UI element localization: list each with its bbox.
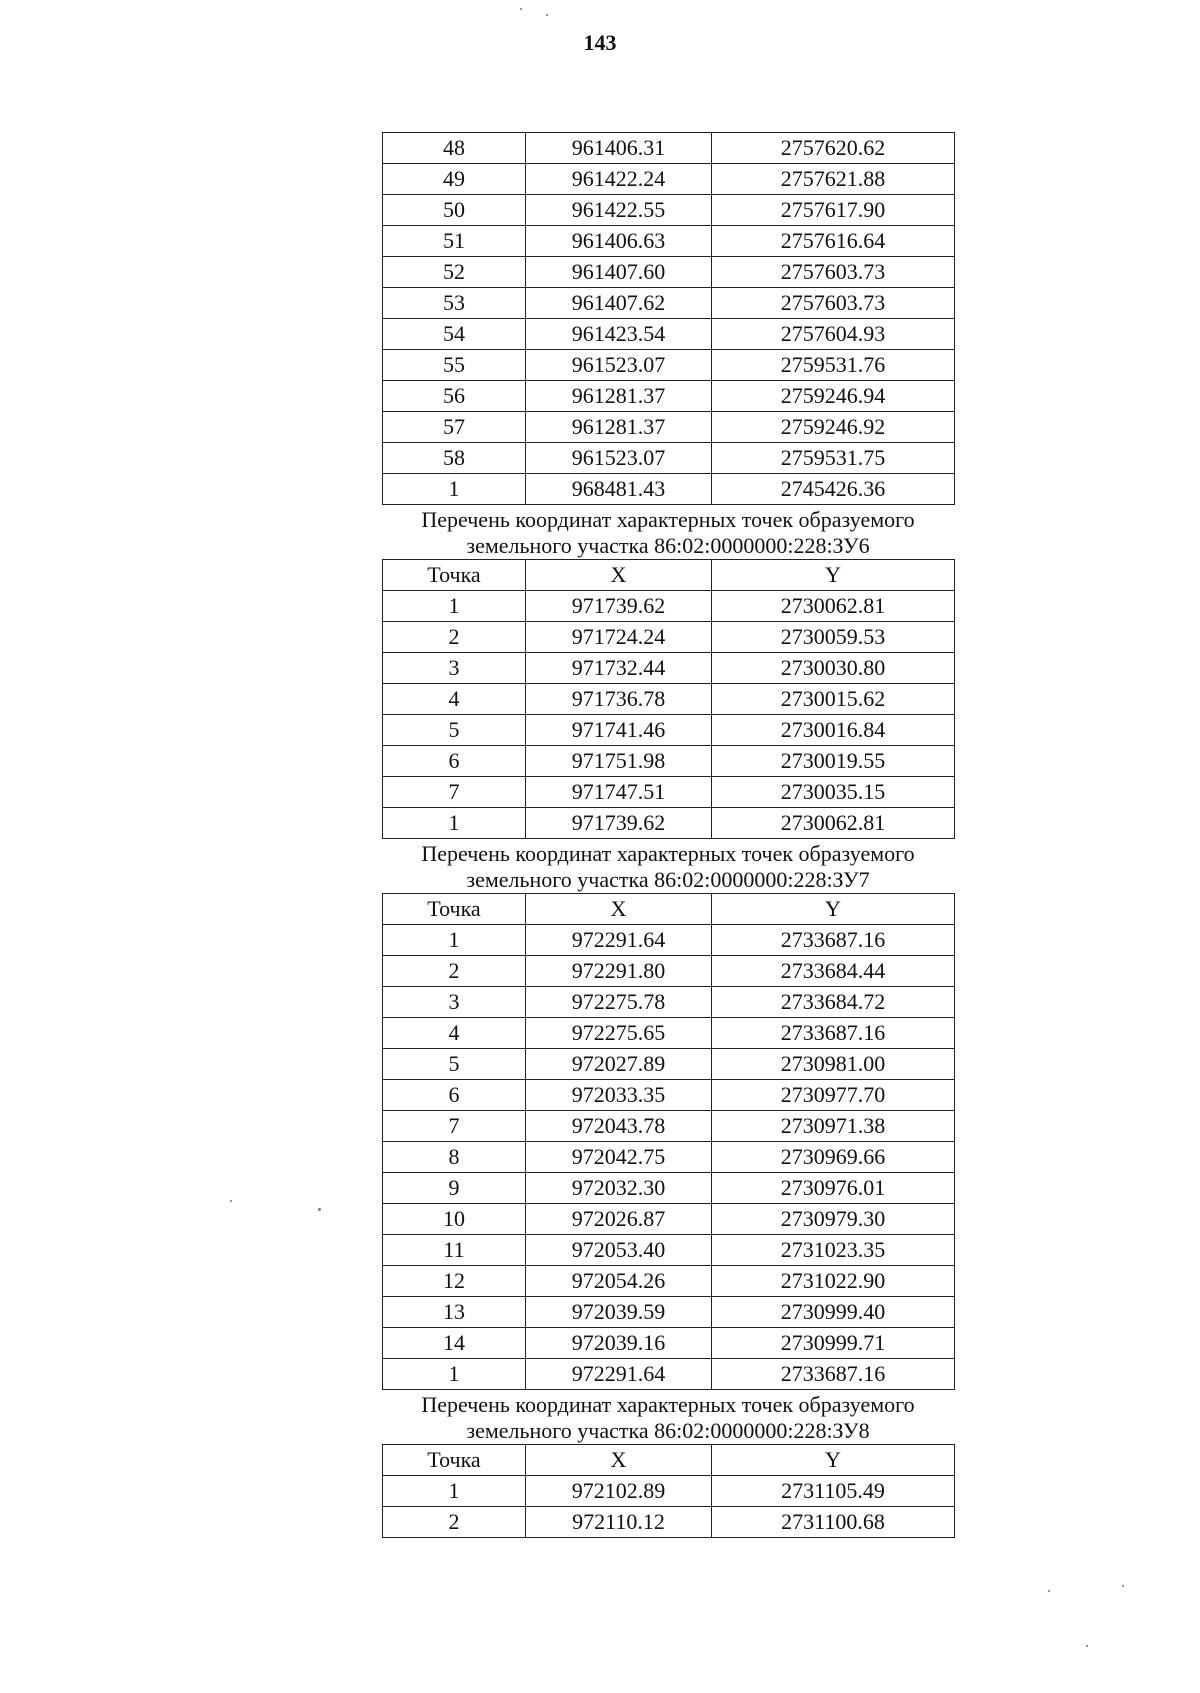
table-cell: 2733687.16 <box>712 925 955 956</box>
coordinates-table <box>382 132 955 505</box>
table-cell: 7 <box>383 777 526 808</box>
table-cell: 2757603.73 <box>712 257 955 288</box>
scan-speck <box>318 1208 321 1211</box>
table-cell: 968481.43 <box>526 474 712 505</box>
table-row <box>383 1080 955 1111</box>
table-cell: 961407.62 <box>526 288 712 319</box>
table-cell: 2759246.92 <box>712 412 955 443</box>
table-cell: 961281.37 <box>526 381 712 412</box>
table-caption <box>382 841 954 893</box>
table-cell: 52 <box>383 257 526 288</box>
table-row <box>383 987 955 1018</box>
table-cell: 56 <box>383 381 526 412</box>
scan-speck <box>230 1200 232 1202</box>
table-cell: 971751.98 <box>526 746 712 777</box>
table-cell: 2731022.90 <box>712 1266 955 1297</box>
table-cell: 2757616.64 <box>712 226 955 257</box>
table-cell: 58 <box>383 443 526 474</box>
table-cell: 971724.24 <box>526 622 712 653</box>
table-cell: 972027.89 <box>526 1049 712 1080</box>
table-cell: 972039.16 <box>526 1328 712 1359</box>
table-row <box>383 164 955 195</box>
table-cell: 2730035.15 <box>712 777 955 808</box>
table-row <box>383 1049 955 1080</box>
scan-speck <box>546 14 548 16</box>
table-cell: 11 <box>383 1235 526 1266</box>
table-row <box>383 319 955 350</box>
table-cell: 51 <box>383 226 526 257</box>
table-row <box>383 925 955 956</box>
table-cell: 972053.40 <box>526 1235 712 1266</box>
table-cell: 2730979.30 <box>712 1204 955 1235</box>
table-cell: 1 <box>383 474 526 505</box>
table-cell: 1 <box>383 925 526 956</box>
table-cell: 7 <box>383 1111 526 1142</box>
table-cell: 2730977.70 <box>712 1080 955 1111</box>
table-cell: 2730019.55 <box>712 746 955 777</box>
table-cell: 972102.89 <box>526 1476 712 1507</box>
table-header-row <box>383 1445 955 1476</box>
table-cell: 3 <box>383 653 526 684</box>
table-cell: 5 <box>383 1049 526 1080</box>
table-row <box>383 474 955 505</box>
table-cell: 972042.75 <box>526 1142 712 1173</box>
table-row <box>383 591 955 622</box>
table-cell: 2730981.00 <box>712 1049 955 1080</box>
table-row <box>383 956 955 987</box>
table-cell: 961523.07 <box>526 443 712 474</box>
table-row <box>383 1173 955 1204</box>
column-header: Точка <box>383 560 526 591</box>
table-cell: 961407.60 <box>526 257 712 288</box>
table-cell: 971732.44 <box>526 653 712 684</box>
table-row <box>383 226 955 257</box>
table-header-row <box>383 894 955 925</box>
table-cell: 971736.78 <box>526 684 712 715</box>
table-row <box>383 443 955 474</box>
table-cell: 2759246.94 <box>712 381 955 412</box>
table-cell: 6 <box>383 746 526 777</box>
caption-line: земельного участка 86:02:0000000:228:ЗУ8 <box>466 1418 870 1443</box>
table-cell: 2730062.81 <box>712 591 955 622</box>
table-cell: 8 <box>383 1142 526 1173</box>
table-cell: 961422.55 <box>526 195 712 226</box>
table-cell: 2730016.84 <box>712 715 955 746</box>
table-cell: 4 <box>383 684 526 715</box>
table-cell: 14 <box>383 1328 526 1359</box>
caption-line: земельного участка 86:02:0000000:228:ЗУ6 <box>466 533 870 558</box>
table-cell: 971741.46 <box>526 715 712 746</box>
table-cell: 55 <box>383 350 526 381</box>
table-row <box>383 1142 955 1173</box>
table-cell: 50 <box>383 195 526 226</box>
table-cell: 10 <box>383 1204 526 1235</box>
table-cell: 2 <box>383 622 526 653</box>
caption-line: Перечень координат характерных точек образуемого <box>421 841 915 866</box>
column-header: Y <box>712 560 955 591</box>
table-row <box>383 350 955 381</box>
table-cell: 961523.07 <box>526 350 712 381</box>
table-cell: 2 <box>383 1507 526 1538</box>
table-cell: 2730999.71 <box>712 1328 955 1359</box>
document-body <box>382 132 954 1538</box>
table-cell: 972110.12 <box>526 1507 712 1538</box>
scan-speck <box>520 8 522 10</box>
table-row <box>383 1111 955 1142</box>
table-cell: 1 <box>383 591 526 622</box>
table-cell: 2745426.36 <box>712 474 955 505</box>
table-cell: 2730999.40 <box>712 1297 955 1328</box>
table-cell: 2730062.81 <box>712 808 955 839</box>
table-header-row <box>383 560 955 591</box>
table-cell: 1 <box>383 808 526 839</box>
table-cell: 5 <box>383 715 526 746</box>
table-row <box>383 1204 955 1235</box>
column-header: Y <box>712 1445 955 1476</box>
table-cell: 2757621.88 <box>712 164 955 195</box>
table-cell: 972033.35 <box>526 1080 712 1111</box>
table-row <box>383 381 955 412</box>
table-row <box>383 1507 955 1538</box>
table-cell: 2733684.44 <box>712 956 955 987</box>
table-cell: 2 <box>383 956 526 987</box>
table-cell: 1 <box>383 1359 526 1390</box>
table-cell: 961406.31 <box>526 133 712 164</box>
table-cell: 972275.78 <box>526 987 712 1018</box>
table-cell: 972291.64 <box>526 1359 712 1390</box>
column-header: X <box>526 1445 712 1476</box>
table-cell: 971747.51 <box>526 777 712 808</box>
table-cell: 2759531.75 <box>712 443 955 474</box>
table-cell: 6 <box>383 1080 526 1111</box>
coordinates-table <box>382 893 955 1390</box>
table-row <box>383 288 955 319</box>
table-cell: 53 <box>383 288 526 319</box>
table-cell: 54 <box>383 319 526 350</box>
table-cell: 2730030.80 <box>712 653 955 684</box>
table-row <box>383 195 955 226</box>
table-row <box>383 257 955 288</box>
table-cell: 2730971.38 <box>712 1111 955 1142</box>
column-header: X <box>526 560 712 591</box>
table-cell: 961281.37 <box>526 412 712 443</box>
table-cell: 961406.63 <box>526 226 712 257</box>
table-cell: 961422.24 <box>526 164 712 195</box>
table-cell: 4 <box>383 1018 526 1049</box>
table-cell: 961423.54 <box>526 319 712 350</box>
table-row <box>383 808 955 839</box>
table-cell: 2731105.49 <box>712 1476 955 1507</box>
table-cell: 2757604.93 <box>712 319 955 350</box>
table-cell: 972275.65 <box>526 1018 712 1049</box>
scan-speck <box>1086 1645 1088 1647</box>
table-cell: 2757603.73 <box>712 288 955 319</box>
table-cell: 972043.78 <box>526 1111 712 1142</box>
table-cell: 2757620.62 <box>712 133 955 164</box>
table-cell: 971739.62 <box>526 808 712 839</box>
table-row <box>383 715 955 746</box>
table-cell: 49 <box>383 164 526 195</box>
table-cell: 972032.30 <box>526 1173 712 1204</box>
table-row <box>383 1018 955 1049</box>
caption-line: Перечень координат характерных точек образуемого <box>421 1392 915 1417</box>
caption-line: земельного участка 86:02:0000000:228:ЗУ7 <box>466 867 870 892</box>
table-row <box>383 133 955 164</box>
table-row <box>383 1359 955 1390</box>
table-row <box>383 653 955 684</box>
table-cell: 2733684.72 <box>712 987 955 1018</box>
table-row <box>383 1476 955 1507</box>
table-cell: 2757617.90 <box>712 195 955 226</box>
table-cell: 3 <box>383 987 526 1018</box>
table-cell: 9 <box>383 1173 526 1204</box>
table-cell: 2731100.68 <box>712 1507 955 1538</box>
table-cell: 972291.80 <box>526 956 712 987</box>
scan-speck <box>1048 1590 1050 1592</box>
table-row <box>383 1235 955 1266</box>
column-header: Точка <box>383 894 526 925</box>
table-cell: 48 <box>383 133 526 164</box>
table-cell: 2730059.53 <box>712 622 955 653</box>
table-cell: 2733687.16 <box>712 1359 955 1390</box>
table-cell: 57 <box>383 412 526 443</box>
column-header: Точка <box>383 1445 526 1476</box>
table-caption <box>382 1392 954 1444</box>
table-row <box>383 746 955 777</box>
table-cell: 972054.26 <box>526 1266 712 1297</box>
table-cell: 972026.87 <box>526 1204 712 1235</box>
column-header: X <box>526 894 712 925</box>
table-row <box>383 1297 955 1328</box>
table-cell: 972039.59 <box>526 1297 712 1328</box>
table-cell: 2759531.76 <box>712 350 955 381</box>
coordinates-table <box>382 559 955 839</box>
table-caption <box>382 507 954 559</box>
table-cell: 2730976.01 <box>712 1173 955 1204</box>
table-cell: 972291.64 <box>526 925 712 956</box>
table-row <box>383 1328 955 1359</box>
table-cell: 2730015.62 <box>712 684 955 715</box>
table-cell: 12 <box>383 1266 526 1297</box>
table-cell: 2730969.66 <box>712 1142 955 1173</box>
table-cell: 2733687.16 <box>712 1018 955 1049</box>
column-header: Y <box>712 894 955 925</box>
table-row <box>383 1266 955 1297</box>
table-cell: 971739.62 <box>526 591 712 622</box>
table-cell: 2731023.35 <box>712 1235 955 1266</box>
table-row <box>383 412 955 443</box>
table-row <box>383 777 955 808</box>
table-cell: 13 <box>383 1297 526 1328</box>
table-row <box>383 684 955 715</box>
page-number: 143 <box>583 30 617 55</box>
coordinates-table <box>382 1444 955 1538</box>
scan-speck <box>1122 1585 1124 1587</box>
caption-line: Перечень координат характерных точек образуемого <box>421 507 915 532</box>
table-cell: 1 <box>383 1476 526 1507</box>
table-row <box>383 622 955 653</box>
